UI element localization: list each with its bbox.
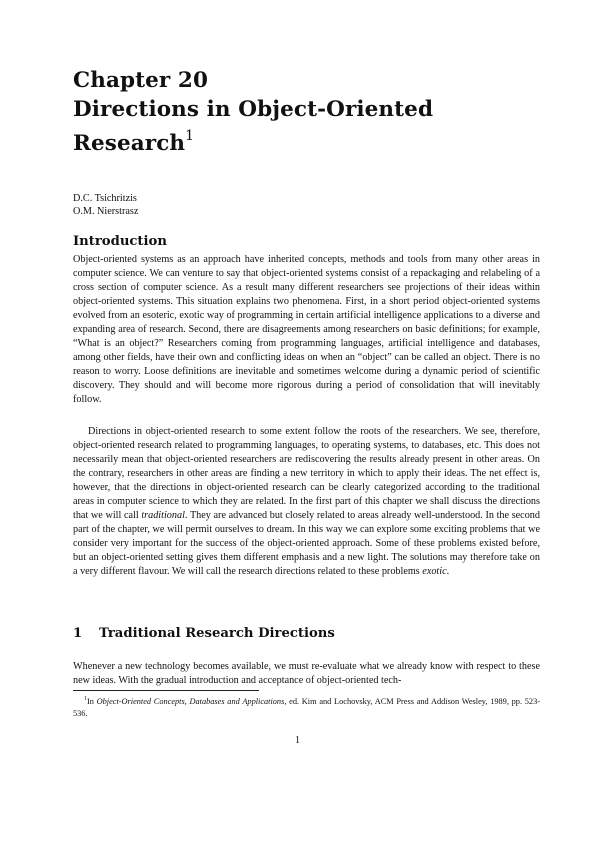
section-1-paragraph (73, 660, 540, 688)
author-name: O.M. Nierstrasz (73, 206, 139, 217)
author-list (73, 192, 138, 218)
author-name: D.C. Tsichritzis (73, 193, 137, 204)
page-number: 1 (295, 735, 300, 746)
footnote-prefix: In (87, 696, 97, 706)
footnote-mark: 1 (84, 696, 87, 702)
paragraph-text (73, 425, 540, 580)
chapter-title-word: Research (73, 131, 186, 157)
paragraph-text-part: . They are advanced but closely related to areas already well-understood. In the second part of the chapter, we will permit ourselves to dream. In this way we can explore some exciting problems that we consider very important for the success of the object-oriented approach. Some of these problems existed before, but an object-oriented setting gives them different emphasis and a new light. The solutions may therefore take on a very different flavour. We will call the research directions related to these problems (73, 510, 540, 578)
section-number: 1 (73, 626, 83, 641)
footnote (73, 693, 540, 720)
footnote-citation: , ed. Kim and Lochovsky, ACM Press and Addison Wesley, 1989, pp. 523-536. (73, 696, 540, 718)
footnote-book-title: Object-Oriented Concepts, Databases and Applications (96, 696, 285, 706)
chapter-number: Chapter 20 (73, 68, 209, 93)
introduction-heading: Introduction (73, 234, 167, 249)
section-title: Traditional Research Directions (99, 626, 335, 641)
introduction-paragraph-1 (73, 253, 540, 408)
paragraph-text-part: Directions in object-oriented research to some extent follow the roots of the researchers. We see, therefore, object-oriented research related to programming languages, to operating systems, to databases, etc. This does not necessarily mean that object-oriented researchers are rediscovering the results already present in other areas. On the contrary, researchers in other areas are finding a new territory in which to apply their ideas. The net effect is, however, that the directions in object-oriented research can be clearly categorized according to the traditional areas in computer science to which they are related. In the first part of this chapter we shall discuss the directions that we will call (73, 426, 540, 522)
footnote-reference[interactable]: 1 (185, 128, 195, 144)
paragraph-text: Object-oriented systems as an approach have inherited concepts, methods and tools from many other areas in computer science. We can venture to say that object-oriented systems consist of a repackaging and relabeling of a cross section of computer science. As a result many different researchers see projections of their ideas within object-oriented systems. This situation explains two phenomena. First, in a short period object-oriented systems evolved from an esoteric, exotic way of programming in certain artificial intelligence applications to a diverse and expanding area of research. Second, there are disagreements among researchers on basic definitions; for example, “What is an object?” Researchers coming from programming languages, artificial intelligence and databases, among other fields, have their own and conflicting ideas on when an “object” can be called an object. There is no reason to worry. Loose definitions are inevitable and sometimes welcome during a dynamic period of scientific discovery. They should and will become more rigorous during a period of consolidation that will inevitably follow. (73, 254, 540, 406)
paragraph-text: Whenever a new technology becomes available, we must re-evaluate what we already know with respect to these new ideas. With the gradual introduction and acceptance of object-oriented tech- (73, 661, 540, 687)
chapter-title-line-2 (73, 124, 543, 158)
chapter-title (73, 66, 543, 158)
footnote-divider (73, 690, 259, 691)
paragraph-text-part: . (446, 566, 450, 578)
emphasis-traditional: traditional (141, 510, 185, 522)
introduction-paragraph-2 (73, 425, 540, 580)
chapter-title-line-1: Directions in Object-Oriented (73, 97, 434, 122)
section-1-heading (73, 626, 335, 641)
emphasis-exotic: exotic (422, 566, 447, 578)
